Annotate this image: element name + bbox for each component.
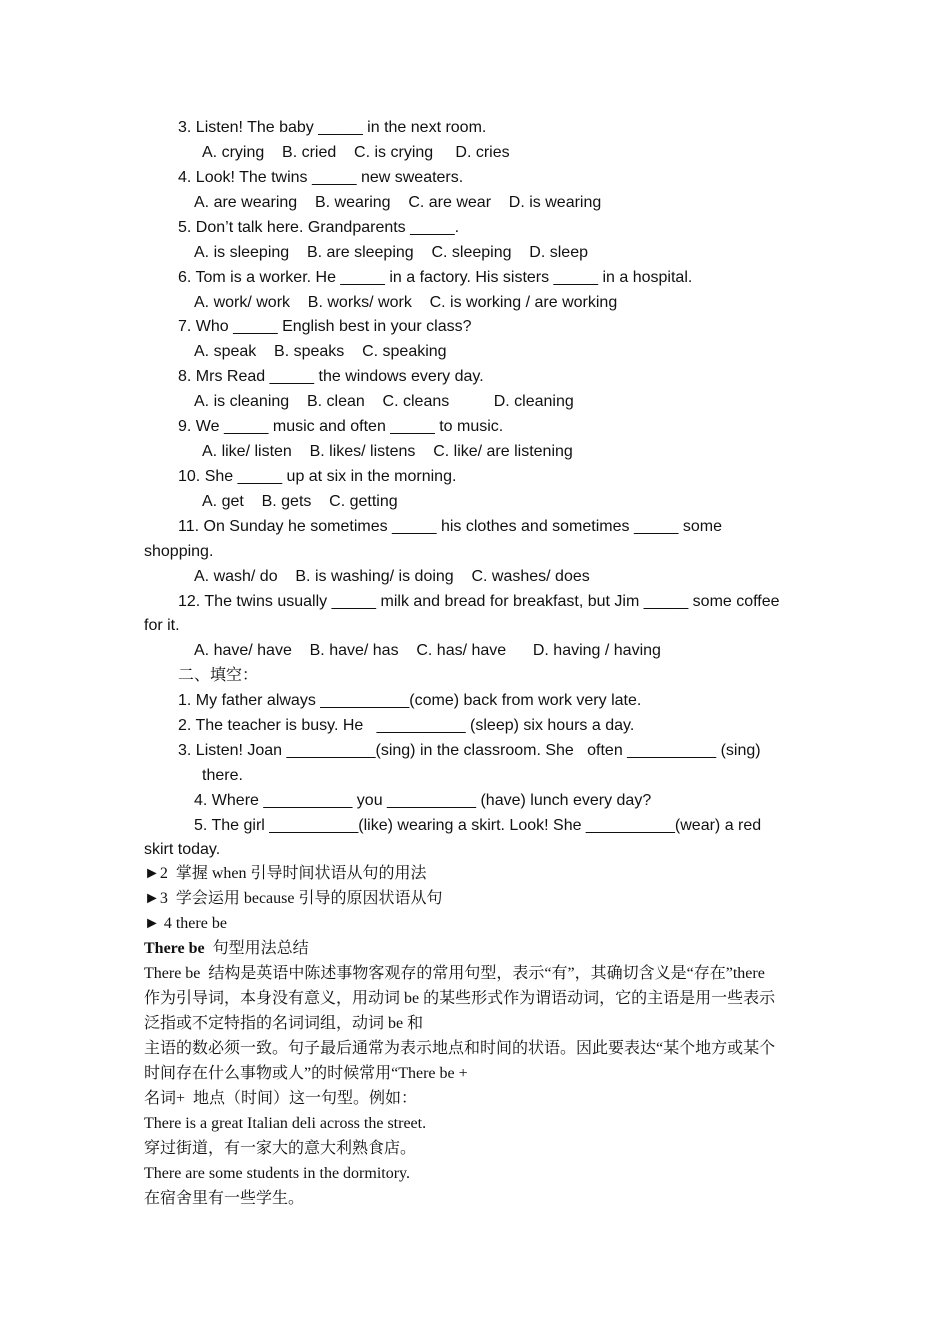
example-1-chinese: 穿过街道，有一家大的意大利熟食店。 [144, 1140, 417, 1157]
question-12: 12. The twins usually _____ milk and bread for breakfast, but Jim _____ some coffee [178, 593, 780, 610]
question-3: 3. Listen! The baby _____ in the next room. [178, 119, 487, 136]
question-8-options: A. is cleaning B. clean C. cleans D. cleaning [194, 393, 574, 410]
summary-title [144, 937, 309, 961]
summary-line-6: 名词+ 地点（时间）这一句型。例如： [144, 1090, 418, 1107]
question-6-options: A. work/ work B. works/ work C. is working / are working [194, 294, 618, 311]
question-5: 5. Don’t talk here. Grandparents _____. [178, 219, 460, 236]
question-7: 7. Who _____ English best in your class? [178, 318, 472, 335]
question-11-continued: shopping. [144, 543, 214, 560]
summary-title-bold: There be [144, 940, 205, 957]
point-2: ►2 掌握 when 引导时间状语从句的用法 [144, 865, 427, 882]
summary-line-4: 主语的数必须一致。句子最后通常为表示地点和时间的状语。因此要表达“某个地方或某个 [144, 1040, 776, 1057]
example-1-english: There is a great Italian deli across the street. [144, 1115, 427, 1132]
question-9: 9. We _____ music and often _____ to music. [178, 418, 504, 435]
question-6: 6. Tom is a worker. He _____ in a factory. His sisters _____ in a hospital. [178, 269, 693, 286]
question-12-continued: for it. [144, 617, 180, 634]
question-8: 8. Mrs Read _____ the windows every day. [178, 368, 484, 385]
summary-line-1: There be 结构是英语中陈述事物客观存的常用句型，表示“有”，其确切含义是“存在”there [144, 965, 765, 982]
question-5-options: A. is sleeping B. are sleeping C. sleeping D. sleep [194, 244, 588, 261]
fill-item-3-continued: there. [202, 767, 243, 784]
fill-item-4: 4. Where __________ you __________ (have) lunch every day? [194, 792, 652, 809]
fill-item-5: 5. The girl __________(like) wearing a skirt. Look! She __________(wear) a red [194, 817, 762, 834]
summary-title-rest: 句型用法总结 [204, 940, 309, 957]
question-11-options: A. wash/ do B. is washing/ is doing C. washes/ does [194, 568, 590, 585]
question-9-options: A. like/ listen B. likes/ listens C. like/ are listening [202, 443, 573, 460]
summary-line-5: 时间存在什么事物或人”的时候常用“There be + [144, 1065, 468, 1082]
fill-item-2: 2. The teacher is busy. He __________ (sleep) six hours a day. [178, 717, 635, 734]
example-2-english: There are some students in the dormitory. [144, 1165, 410, 1182]
summary-line-3: 泛指或不定特指的名词词组，动词 be 和 [144, 1015, 424, 1032]
question-10-options: A. get B. gets C. getting [202, 493, 398, 510]
question-11: 11. On Sunday he sometimes _____ his clothes and sometimes _____ some [178, 518, 723, 535]
question-12-options: A. have/ have B. have/ has C. has/ have D. having / having [194, 642, 661, 659]
fill-item-5-continued: skirt today. [144, 841, 221, 858]
example-2-chinese: 在宿舍里有一些学生。 [144, 1190, 305, 1207]
question-7-options: A. speak B. speaks C. speaking [194, 343, 447, 360]
fill-item-3: 3. Listen! Joan __________(sing) in the classroom. She often __________ (sing) [178, 742, 761, 759]
question-4-options: A. are wearing B. wearing C. are wear D. is wearing [194, 194, 602, 211]
question-10: 10. She _____ up at six in the morning. [178, 468, 457, 485]
fill-section-heading: 二、填空： [178, 667, 259, 684]
question-3-options: A. crying B. cried C. is crying D. cries [202, 144, 510, 161]
point-4: ► 4 there be [144, 915, 227, 932]
summary-line-2: 作为引导词，本身没有意义，用动词 be 的某些形式作为谓语动词，它的主语是用一些表示 [144, 990, 776, 1007]
fill-item-1: 1. My father always __________(come) back from work very late. [178, 692, 642, 709]
question-4: 4. Look! The twins _____ new sweaters. [178, 169, 464, 186]
point-3: ►3 学会运用 because 引导的原因状语从句 [144, 890, 443, 907]
